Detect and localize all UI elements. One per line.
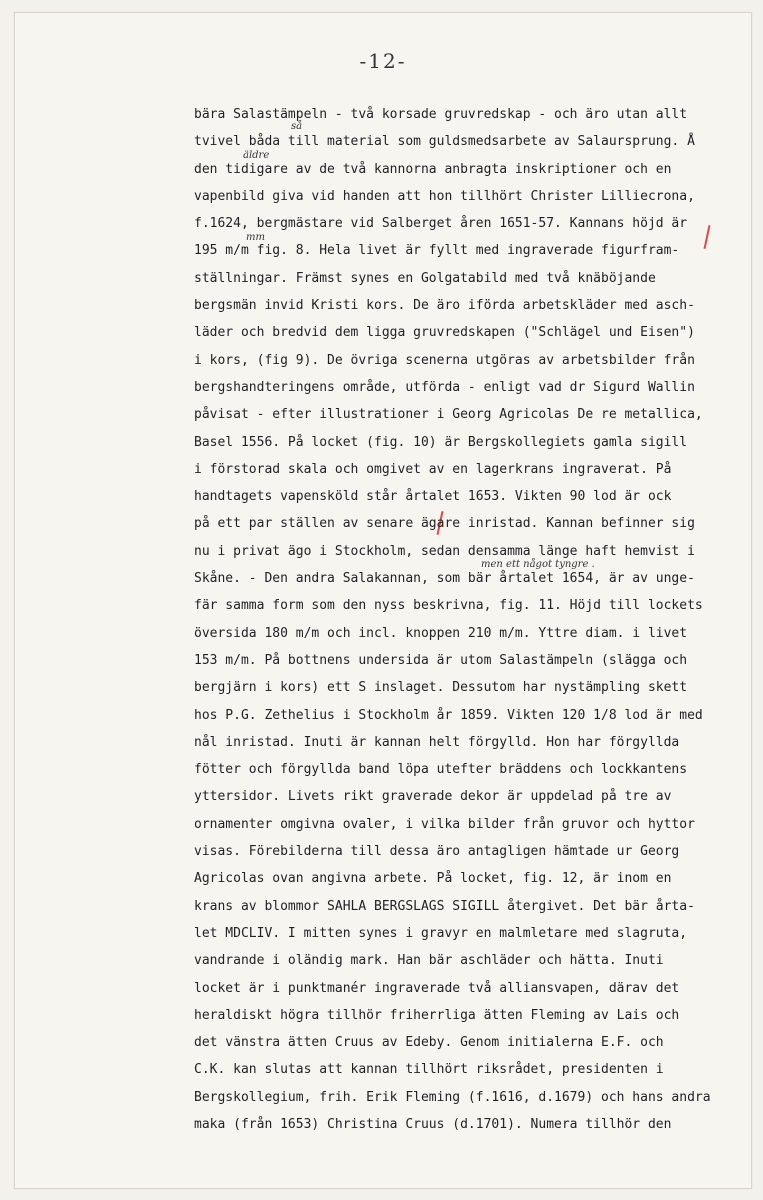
text-line-12: påvisat - efter illustrationer i Georg Agricolas De re metallica, — [194, 407, 703, 423]
text-line-36: C.K. kan slutas att kannan tillhört riksrådet, presidenten i — [194, 1062, 664, 1078]
page-number: -12- — [359, 49, 407, 73]
text-line-18: Skåne. - Den andra Salakannan, som bär årtalet 1654, är av unge- — [194, 571, 695, 587]
text-line-20: översida 180 m/m och incl. knoppen 210 m/m. Yttre diam. i livet — [194, 625, 688, 641]
text-line-26: yttersidor. Livets rikt graverade dekor är uppdelad på tre av — [194, 789, 672, 805]
text-line-30: krans av blommor SAHLA BERGSLAGS SIGILL återgivet. Det bär årta- — [194, 898, 695, 914]
text-line-15: handtagets vapensköld står årtalet 1653. Vikten 90 lod är ock — [194, 489, 672, 505]
text-line-31: let MDCLIV. I mitten synes i gravyr en malmletare med slagruta, — [194, 925, 688, 941]
text-line-28: visas. Förebilderna till dessa äro antagligen hämtade ur Georg — [194, 844, 680, 860]
text-line-10: i kors, (fig 9). De övriga scenerna utgöras av arbetsbilder från — [194, 352, 695, 368]
text-line-23: hos P.G. Zethelius i Stockholm år 1859. Vikten 120 1/8 lod är med — [194, 707, 703, 723]
annotation-men-nagot: men ett något tyngre . — [481, 559, 595, 570]
text-line-5: f.1624, bergmästare vid Salberget åren 1651-57. Kannans höjd är — [194, 216, 688, 232]
text-line-35: det vänstra ätten Cruus av Edeby. Genom initialerna E.F. och — [194, 1035, 664, 1051]
text-line-24: nål inristad. Inuti är kannan helt förgylld. Hon har förgyllda — [194, 734, 680, 750]
text-line-34: heraldiskt högra tillhör friherrliga ätten Fleming av Lais och — [194, 1007, 680, 1023]
text-line-19: fär samma form som den nyss beskrivna, fig. 11. Höjd till lockets — [194, 598, 703, 614]
text-line-14: i förstorad skala och omgivet av en lagerkrans ingraverat. På — [194, 461, 672, 477]
text-line-25: fötter och förgyllda band löpa utefter bräddens och lockkantens — [194, 762, 688, 778]
annotation-sa: så — [291, 121, 303, 132]
text-line-1: bära Salastämpeln - två korsade gruvredskap - och äro utan allt — [194, 107, 688, 122]
text-line-17: nu i privat ägo i Stockholm, sedan densamma länge haft hemvist i — [194, 543, 695, 559]
text-line-11: bergshandteringens område, utförda - enligt vad dr Sigurd Wallin — [194, 379, 695, 395]
text-line-2: tvivel båda till material som guldsmedsarbete av Salaursprung. Å — [194, 134, 695, 150]
text-line-8: bergsmän invid Kristi kors. De äro iförda arbetskläder med asch- — [194, 298, 695, 314]
text-line-38: maka (från 1653) Christina Cruus (d.1701). Numera tillhör den — [194, 1116, 672, 1132]
text-line-21: 153 m/m. På bottnens undersida är utom Salastämpeln (slägga och — [194, 652, 688, 668]
annotation-aldre: äldre — [243, 150, 270, 161]
text-line-32: vandrande i oländig mark. Han bär aschläder och hätta. Inuti — [194, 953, 664, 969]
text-line-4: vapenbild giva vid handen att hon tillhört Christer Lilliecrona, — [194, 188, 695, 204]
text-line-16: på ett par ställen av senare ägare inristad. Kannan befinner sig — [194, 516, 695, 532]
text-line-37: Bergskollegium, frih. Erik Fleming (f.1616, d.1679) och hans andra — [194, 1089, 711, 1105]
text-line-22: bergjärn i kors) ett S inslaget. Dessutom har nystämpling skett — [194, 680, 688, 696]
document-page — [14, 12, 752, 1189]
text-line-27: ornamenter omgivna ovaler, i vilka bilder från gruvor och hyttor — [194, 816, 695, 832]
text-line-33: locket är i punktmanér ingraverade två alliansvapen, därav det — [194, 980, 680, 996]
text-line-7: ställningar. Främst synes en Golgatabild med två knäböjande — [194, 270, 656, 286]
text-line-13: Basel 1556. På locket (fig. 10) är Bergskollegiets gamla sigill — [194, 434, 688, 450]
text-line-6: 195 m/m fig. 8. Hela livet är fyllt med ingraverade figurfram- — [194, 243, 680, 259]
text-line-9: läder och bredvid dem ligga gruvredskapen ("Schlägel und Eisen") — [194, 325, 695, 341]
annotation-mm: mm — [246, 232, 265, 243]
body-text — [194, 101, 746, 1138]
text-line-29: Agricolas ovan angivna arbete. På locket, fig. 12, är inom en — [194, 871, 672, 887]
text-line-3: den tidigare av de två kannorna anbragta inskriptioner och en — [194, 161, 672, 177]
